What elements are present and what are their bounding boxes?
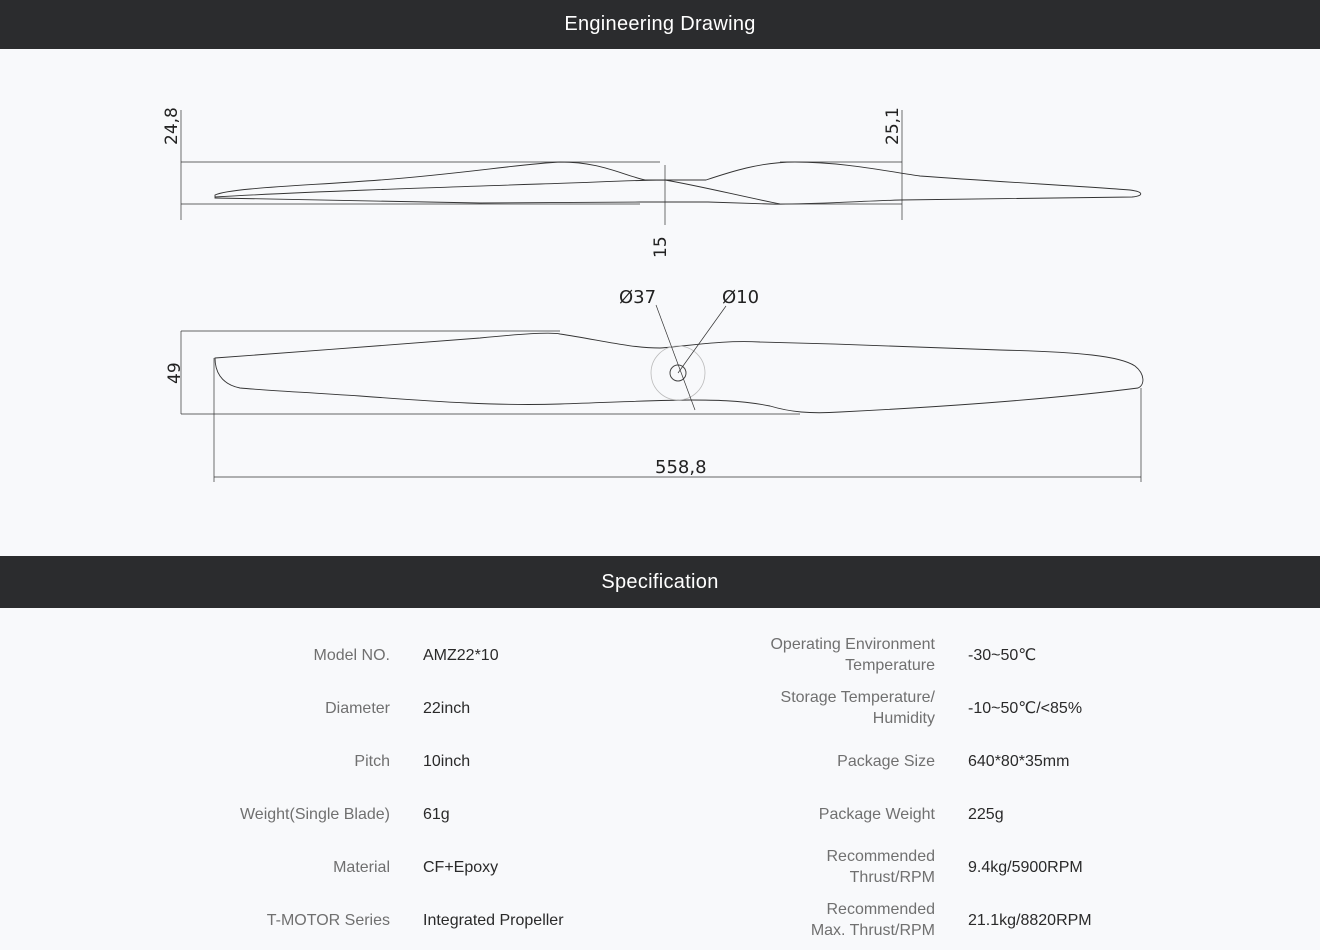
dim-length: 558,8 [655,457,707,478]
spec-label [700,751,935,772]
spec-label-line: Recommended [826,901,935,918]
spec-value: Integrated Propeller [423,912,564,929]
spec-value: -30~50℃ [968,647,1037,664]
spec-value: 61g [423,806,450,823]
spec-label-line: Recommended [826,848,935,865]
top-view [181,305,1143,482]
spec-label: Material [333,859,390,876]
spec-label [700,804,935,825]
spec-value: 22inch [423,700,471,717]
spec-label [700,687,935,729]
spec-value: 640*80*35mm [968,753,1070,770]
spec-value: 10inch [423,753,471,770]
spec-value: -10~50℃/<85% [968,700,1083,717]
spec-label [700,846,935,888]
section-title: Specification [601,570,719,593]
side-view [181,110,1141,225]
spec-value: CF+Epoxy [423,859,499,876]
spec-label [700,899,935,941]
section-title: Engineering Drawing [564,13,756,35]
side-view-outline [215,162,1141,204]
spec-label: Diameter [325,700,390,717]
dim-hub-outer: Ø37 [619,287,657,308]
section-header-spec [0,556,1320,608]
spec-label: Weight(Single Blade) [239,806,390,823]
spec-label-line: Package Weight [818,806,935,823]
spec-value: AMZ22*10 [423,647,499,664]
spec-label-line: Operating Environment [770,636,935,653]
spec-label: Model NO. [313,647,390,664]
spec-value: 21.1kg/8820RPM [968,912,1092,929]
spec-label-line: Thrust/RPM [849,869,935,886]
dim-hole: Ø10 [722,287,760,308]
spec-label-line: Temperature [845,657,935,674]
top-view-outline [215,333,1143,413]
propeller-drawing [0,49,1320,556]
spec-label-line: Humidity [872,710,935,727]
dim-hub-thickness: 15 [651,236,671,258]
spec-label-line: Storage Temperature/ [780,689,935,706]
spec-value: 9.4kg/5900RPM [968,859,1083,876]
dim-width: 49 [165,362,185,384]
dim-side-left: 24,8 [162,107,182,145]
section-header-drawing [0,0,1320,49]
spec-label [700,634,935,676]
spec-label-line: Max. Thrust/RPM [810,922,935,939]
dim-side-right: 25,1 [883,107,903,145]
side-view-inner [215,180,780,204]
engineering-drawing [0,49,1320,556]
spec-label-line: Package Size [837,753,935,770]
spec-label: T-MOTOR Series [266,912,390,929]
spec-value: 225g [968,806,1004,823]
spec-label: Pitch [354,753,390,770]
